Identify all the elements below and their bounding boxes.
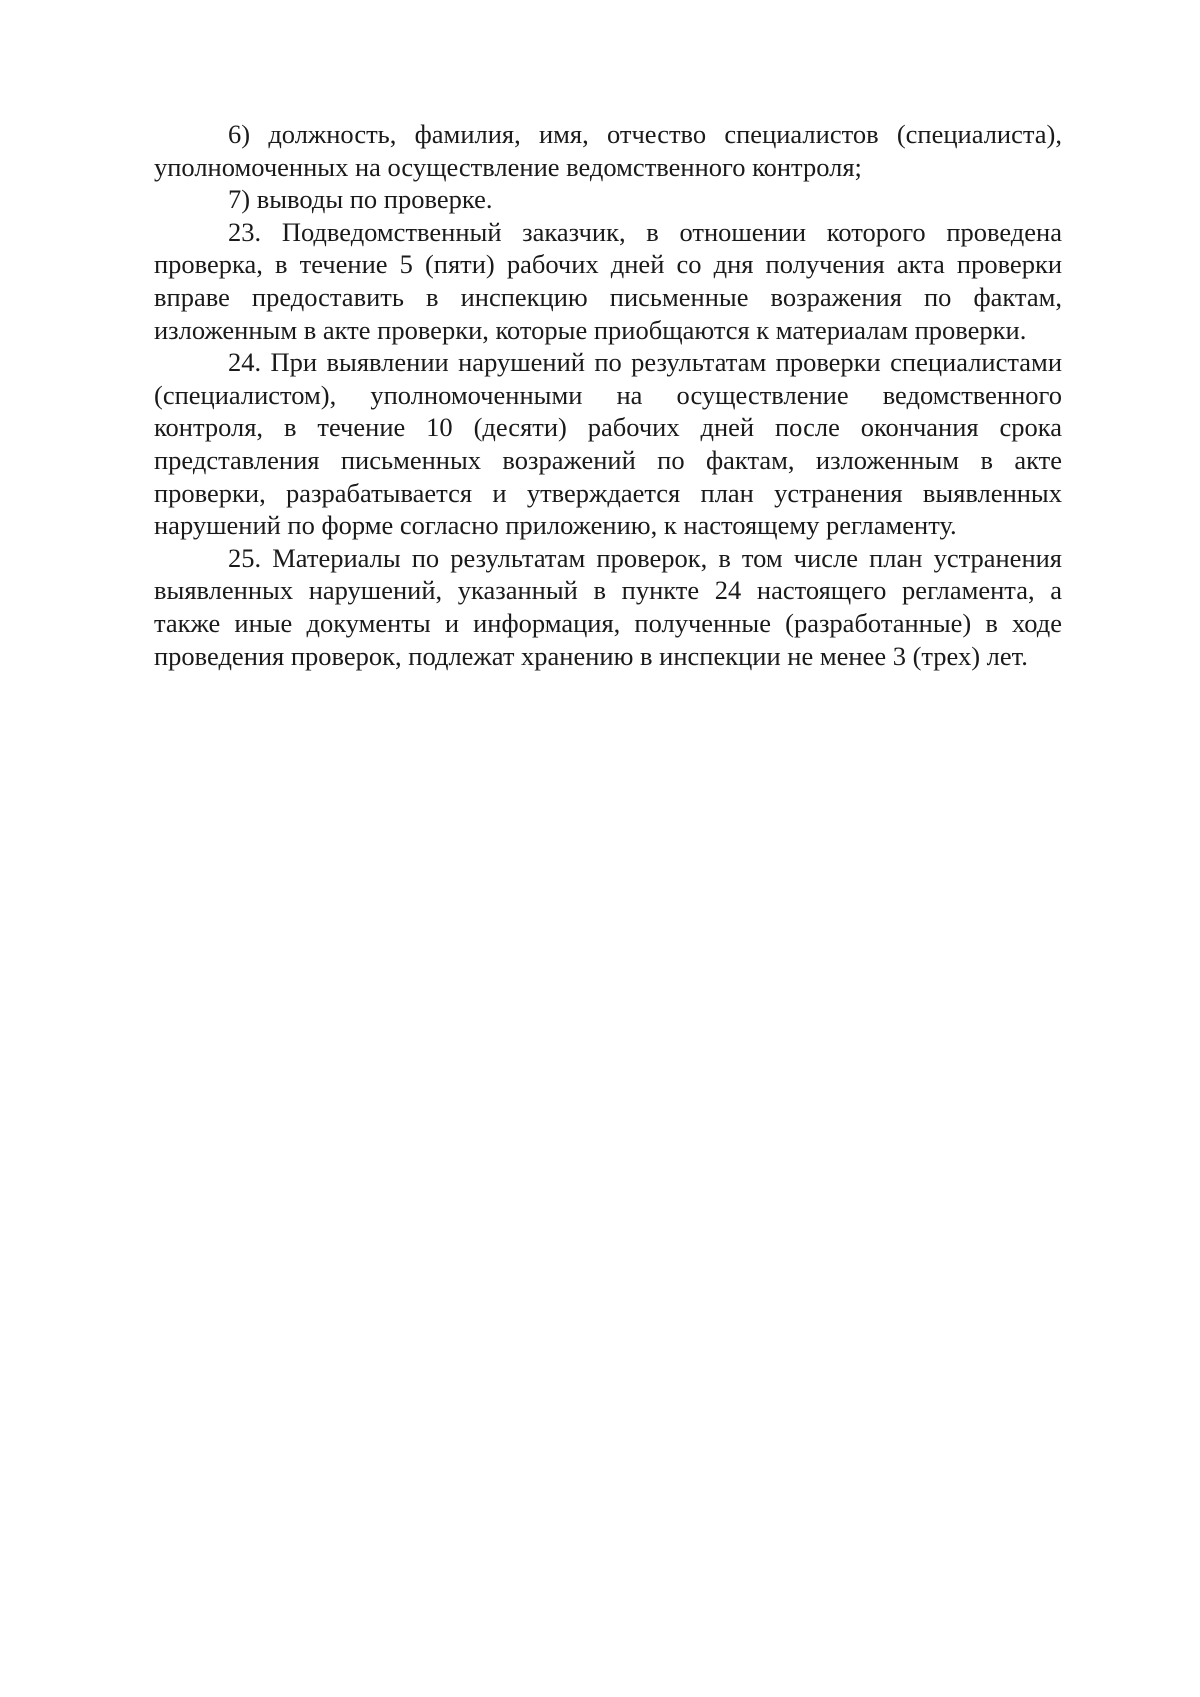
paragraph-item-6: 6) должность, фамилия, имя, отчество специалистов (специалиста), уполномоченных на осуществление ведомственного контроля; [154, 119, 1062, 182]
document-body [154, 118, 1062, 672]
paragraph-item-7: 7) выводы по проверке. [228, 184, 493, 215]
paragraph-clause-23: 23. Подведомственный заказчик, в отношении которого проведена проверка, в течение 5 (пяти) рабочих дней со дня получения акта проверки вправе предоставить в инспекцию письменные возражения по фактам, изложенным в акте проверки, которые приобщаются к материалам проверки. [154, 216, 1062, 345]
paragraph-clause-25: 25. Материалы по результатам проверок, в том числе план устранения выявленных нарушений, указанный в пункте 24 настоящего регламента, а также иные документы и информация, полученные (разработанные) в ходе проведения проверок, подлежат хранению в инспекции не менее 3 (трех) лет. [154, 542, 1062, 671]
paragraph-clause-24: 24. При выявлении нарушений по результатам проверки специалистами (специалистом), уполномоченными на осуществление ведомственного контроля, в течение 10 (десяти) рабочих дней после окончания срока представления письменных возражений по фактам, изложенным в акте проверки, разрабатывается и утверждается план устранения выявленных нарушений по форме согласно приложению, к настоящему регламенту. [154, 347, 1062, 541]
